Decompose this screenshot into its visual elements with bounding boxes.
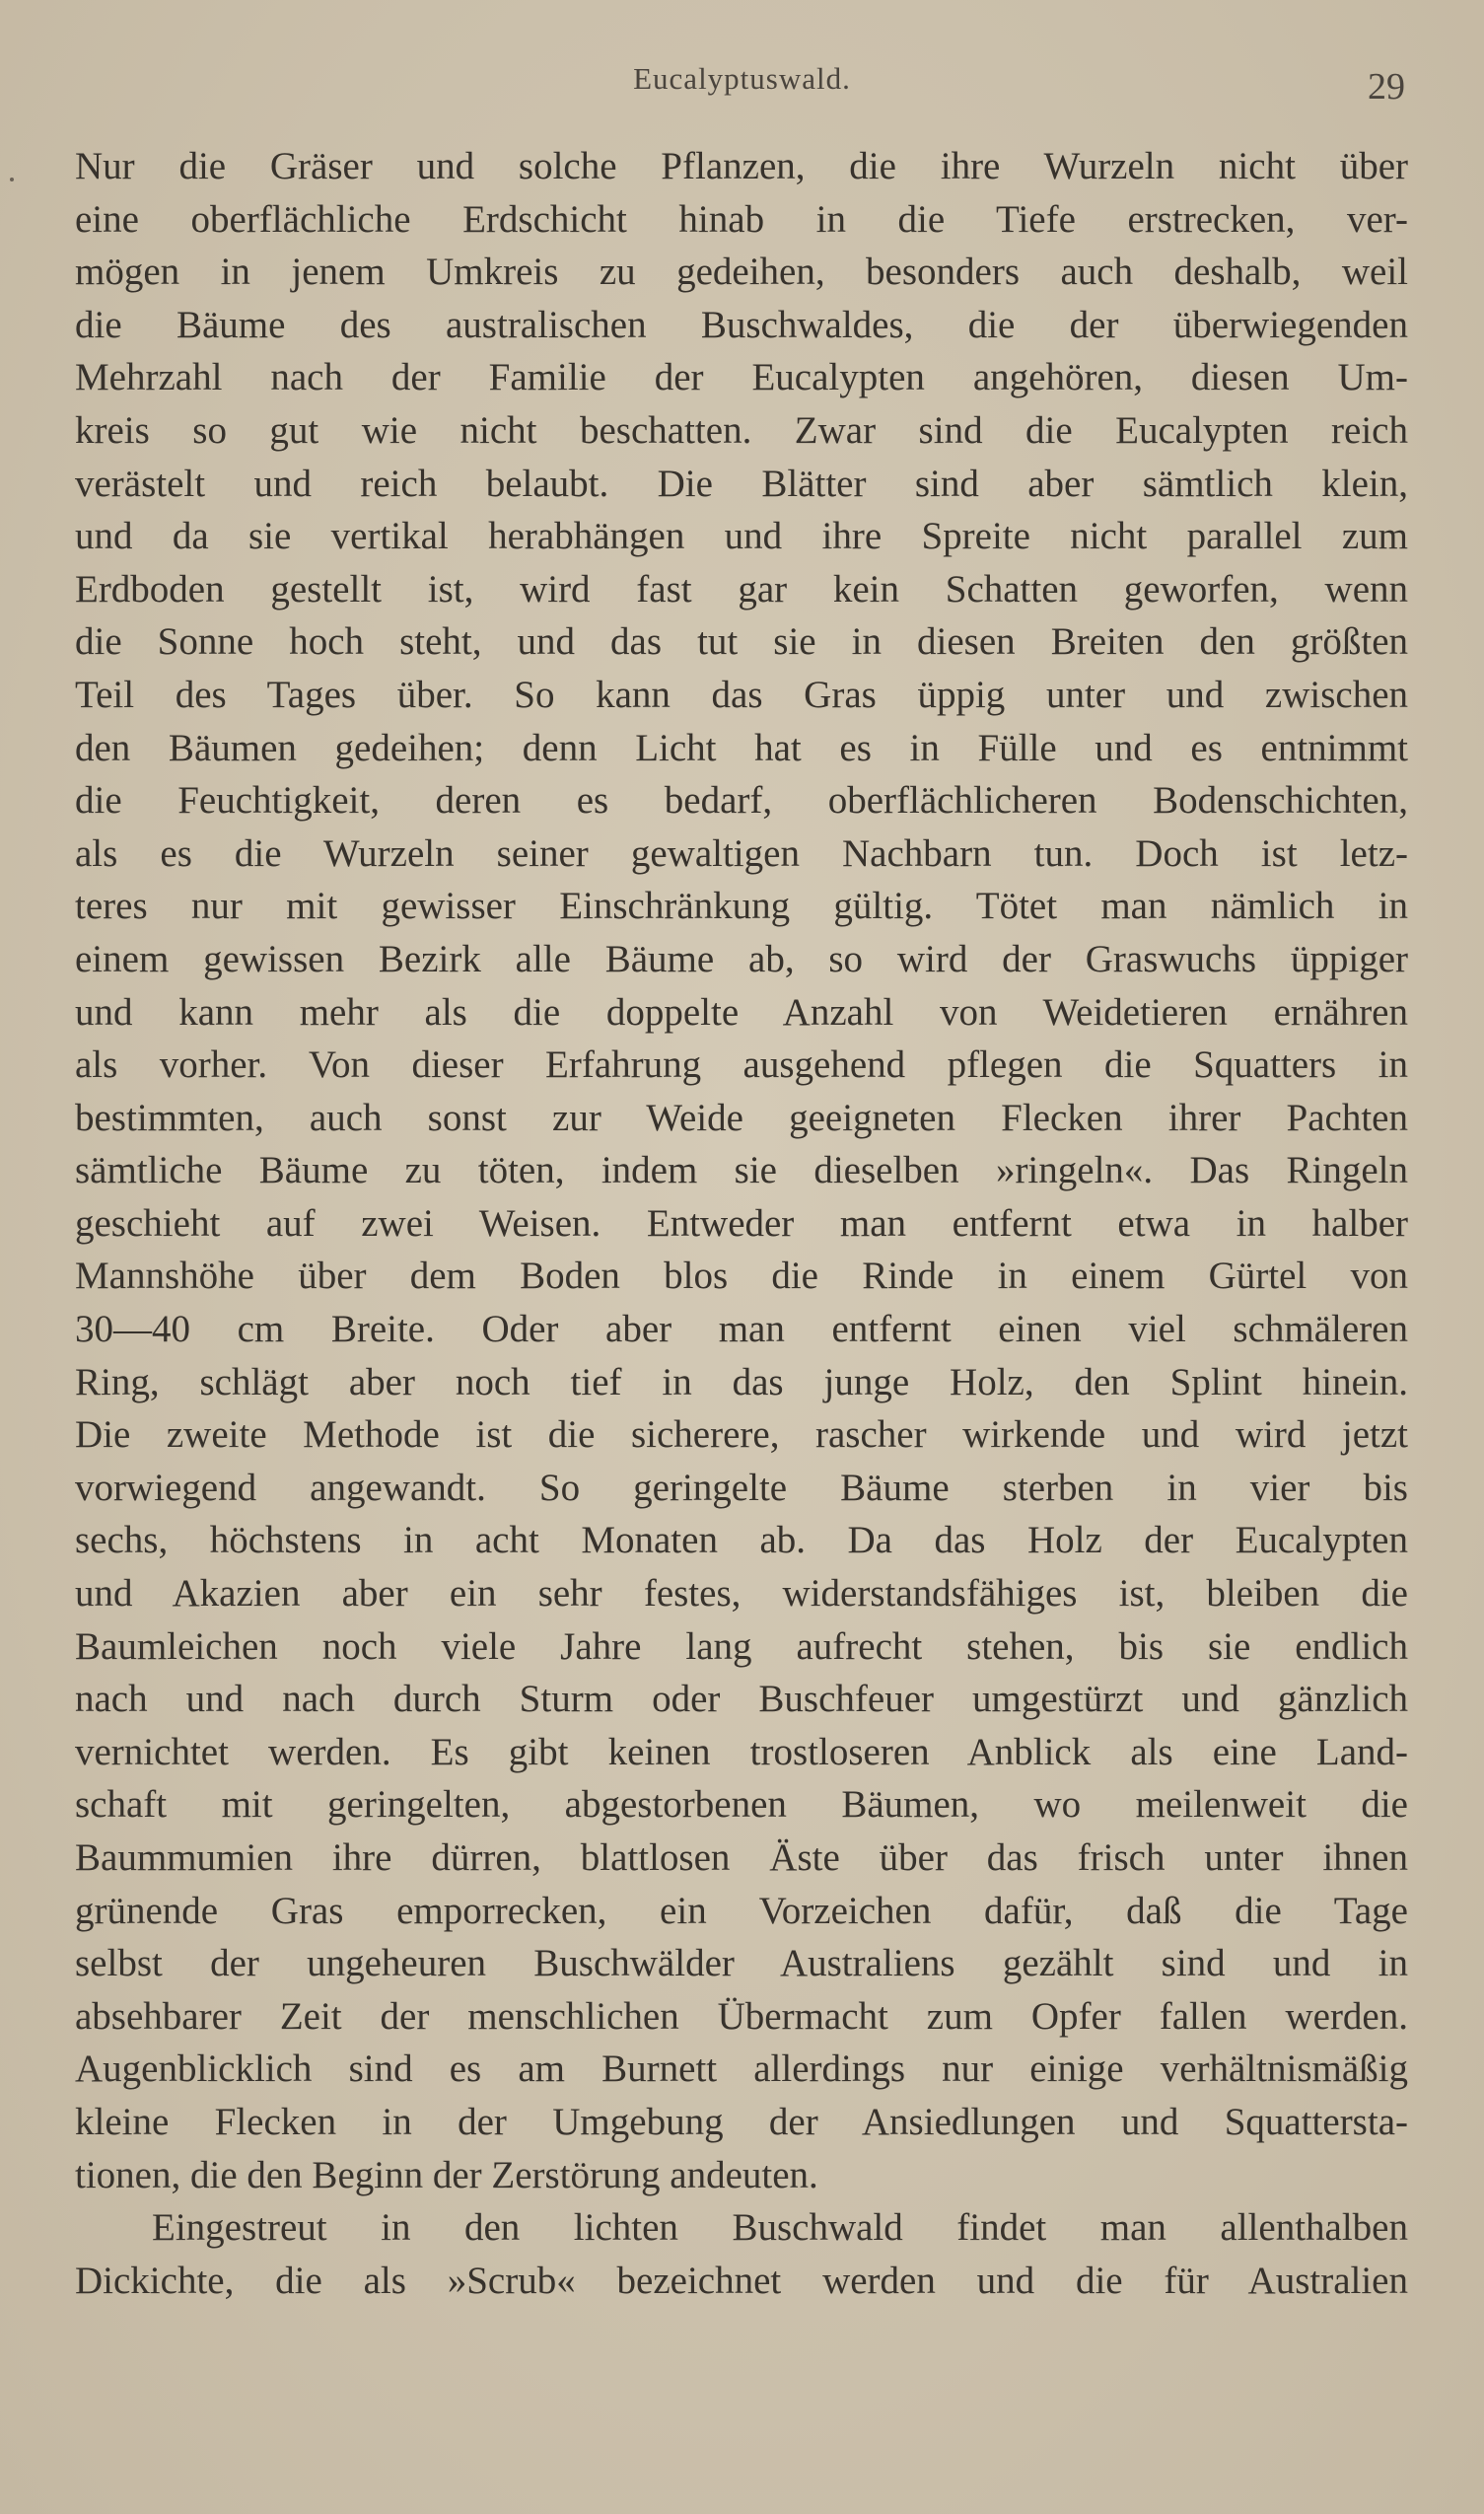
running-head: Eucalyptuswald. [633,61,851,96]
text-line: absehbarer Zeit der menschlichen Übermacht zum Opfer fallen werden. [75,1994,1408,2038]
text-line: geschieht auf zwei Weisen. Entweder man entfernt etwa in halber [75,1201,1408,1245]
text-line: mögen in jenem Umkreis zu gedeihen, besonders auch deshalb, weil [75,251,1408,294]
text-line: nach und nach durch Sturm oder Buschfeuer umgestürzt und gänzlich [75,1678,1408,1721]
text-line: die Feuchtigkeit, deren es bedarf, oberflächlicheren Bodenschichten, [75,779,1408,823]
text-line: kreis so gut wie nicht beschatten. Zwar sind die Eucalypten reich [75,408,1408,452]
text-line: und Akazien aber ein sehr festes, widerstandsfähiges ist, bleiben die [75,1572,1408,1616]
text-line: Die zweite Methode ist die sicherere, rascher wirkende und wird jetzt [75,1413,1408,1457]
text-line: teres nur mit gewisser Einschränkung gültig. Tötet man nämlich in [75,885,1408,928]
text-line: grünende Gras emporrecken, ein Vorzeichen dafür, daß die Tage [75,1889,1408,1932]
text-line: und kann mehr als die doppelte Anzahl von Weidetieren ernähren [75,990,1408,1034]
text-line: kleine Flecken in der Umgebung der Ansiedlungen und Squattersta- [75,2100,1408,2143]
margin-mark [10,178,14,181]
text-line: Ring, schlägt aber noch tief in das junge Holz, den Splint hinein. [75,1360,1408,1403]
text-line: Erdboden gestellt ist, wird fast gar kein Schatten geworfen, wenn [75,567,1408,611]
text-line: Baumleichen noch viele Jahre lang aufrecht stehen, bis sie endlich [75,1624,1408,1668]
text-line: Nur die Gräser und solche Pflanzen, die ihre Wurzeln nicht über [75,145,1408,187]
text-line: einem gewissen Bezirk alle Bäume ab, so wird der Graswuchs üppiger [75,937,1408,980]
text-line: die Sonne hoch steht, und das tut sie in diesen Breiten den größten [75,620,1408,664]
text-line: Dickichte, die als »Scrub« bezeichnet werden und die für Australien [75,2259,1408,2302]
text-line: als es die Wurzeln seiner gewaltigen Nachbarn tun. Doch ist letz- [75,831,1408,875]
text-line: den Bäumen gedeihen; denn Licht hat es in Fülle und es entnimmt [75,726,1408,769]
text-line: bestimmten, auch sonst zur Weide geeigneten Flecken ihrer Pachten [75,1096,1408,1139]
text-line: Baummumien ihre dürren, blattlosen Äste über das frisch unter ihnen [75,1836,1408,1879]
body-text [75,140,1408,2307]
text-line-paragraph-start: Eingestreut in den lichten Buschwald findet man allenthalben [152,2206,1408,2250]
text-line: 30—40 cm Breite. Oder aber man entfernt einen viel schmäleren [75,1308,1408,1351]
text-line-paragraph-end: tionen, die den Beginn der Zerstörung andeuten. [75,2153,818,2196]
text-line: vernichtet werden. Es gibt keinen trostloseren Anblick als eine Land- [75,1730,1408,1773]
text-line: vorwiegend angewandt. So geringelte Bäume sterben in vier bis [75,1466,1408,1509]
text-line: die Bäume des australischen Buschwaldes, die der überwiegenden [75,303,1408,346]
text-line: eine oberflächliche Erdschicht hinab in die Tiefe erstrecken, ver- [75,197,1408,241]
text-line: Mannshöhe über dem Boden blos die Rinde in einem Gürtel von [75,1255,1408,1298]
text-line: verästelt und reich belaubt. Die Blätter sind aber sämtlich klein, [75,462,1408,505]
text-line: Teil des Tages über. So kann das Gras üppig unter und zwischen [75,673,1408,716]
text-line: schaft mit geringelten, abgestorbenen Bäumen, wo meilenweit die [75,1783,1408,1827]
page-number: 29 [1368,66,1405,108]
text-line: als vorher. Von dieser Erfahrung ausgehend pflegen die Squatters in [75,1043,1408,1087]
text-line: Augenblicklich sind es am Burnett allerdings nur einige verhältnismäßig [75,2047,1408,2091]
text-line: sechs, höchstens in acht Monaten ab. Da das Holz der Eucalypten [75,1519,1408,1562]
text-line: selbst der ungeheuren Buschwälder Australiens gezählt sind und in [75,1942,1408,1985]
text-line: und da sie vertikal herabhängen und ihre Spreite nicht parallel zum [75,515,1408,558]
text-line: sämtliche Bäume zu töten, indem sie dieselben »ringeln«. Das Ringeln [75,1149,1408,1192]
text-line: Mehrzahl nach der Familie der Eucalypten angehören, diesen Um- [75,356,1408,399]
